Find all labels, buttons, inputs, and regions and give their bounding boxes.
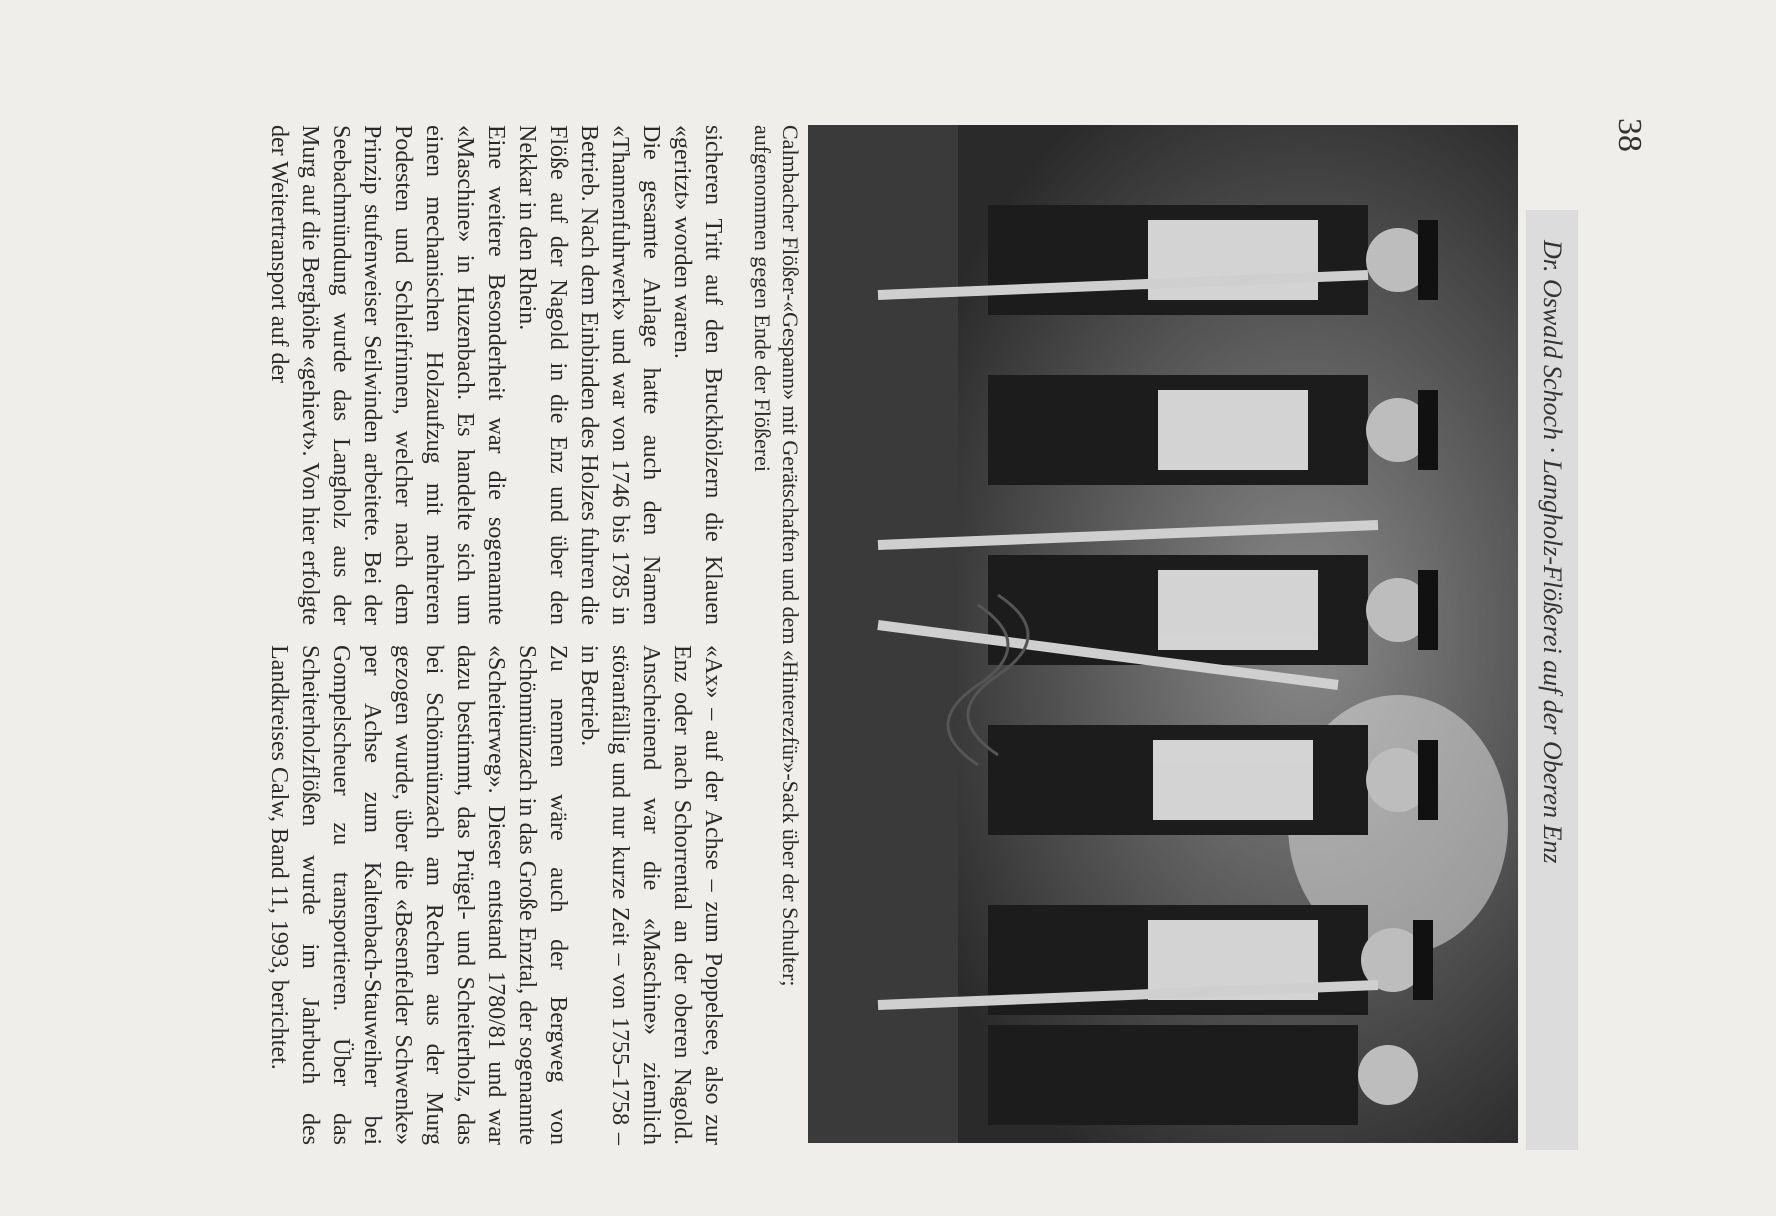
paragraph: «Ax» – auf der Achse – zum Poppelsee, also zur Enz oder nach Schorrental an der oberen Nagold. Anscheinend war die «Maschine» ziemlich störanfällig und nur kurze Zeit – von 1755–1758 – in Betrieb.	[576, 645, 726, 1145]
caption-line: aufgenommen gegen Ende der Flößerei	[750, 125, 775, 472]
historic-photo	[808, 125, 1518, 1143]
text-column-right	[263, 645, 728, 1145]
photo-caption	[748, 125, 804, 1143]
paragraph: sicheren Tritt auf den Bruckhölzern die Klauen «geritzt» worden waren.	[669, 125, 726, 625]
caption-line: Calmbacher Flößer-«Gespann» mit Gerätschaften und dem «Hinterezfür»-Sack über der Schulter;	[778, 125, 803, 987]
running-head: Dr. Oswald Schoch · Langholz-Flößerei auf der Oberen Enz	[1526, 210, 1578, 1150]
paragraph: Zu nennen wäre auch der Bergweg von Schönmünzach in das Große Enztal, der sogenannte «Scheiterweg». Dieser entstand 1780/81 und war dazu bestimmt, das Prügel- und Scheiterholz, das bei Schönmünzach am Rechen aus der Murg gezogen wurde, über die «Besenfelder Schwenke» per Achse zum Kaltenbach-Stauweiher bei Gompelscheuer zu transportieren. Über das Scheiterholzflößen wurde im Jahrbuch des Landkreises Calw, Band 11, 1993, berichtet.	[266, 645, 571, 1145]
page-number: 38	[1611, 118, 1648, 152]
photo-raftsmen-icon	[808, 125, 1518, 1143]
text-column-left	[263, 125, 728, 625]
paragraph: Eine weitere Besonderheit war die sogenannte «Maschine» in Huzenbach. Es handelte sich um einen mechanischen Holzaufzug mit mehreren Podesten und Schleifrinnen, welcher nach dem Prinzip stufenweiser Seilwinden arbeitete. Bei der Seebachmündung wurde das Langholz aus der Murg auf die Berghöhe «gehievt». Von hier erfolgte der Weitertransport auf der	[266, 125, 509, 625]
paragraph: Die gesamte Anlage hatte auch den Namen «Thannenfuhrwerk» und war von 1746 bis 1785 in Betrieb. Nach dem Einbinden des Holzes fuhren die Flöße auf der Nagold in die Enz und über den Nekkar in den Rhein.	[514, 125, 664, 625]
